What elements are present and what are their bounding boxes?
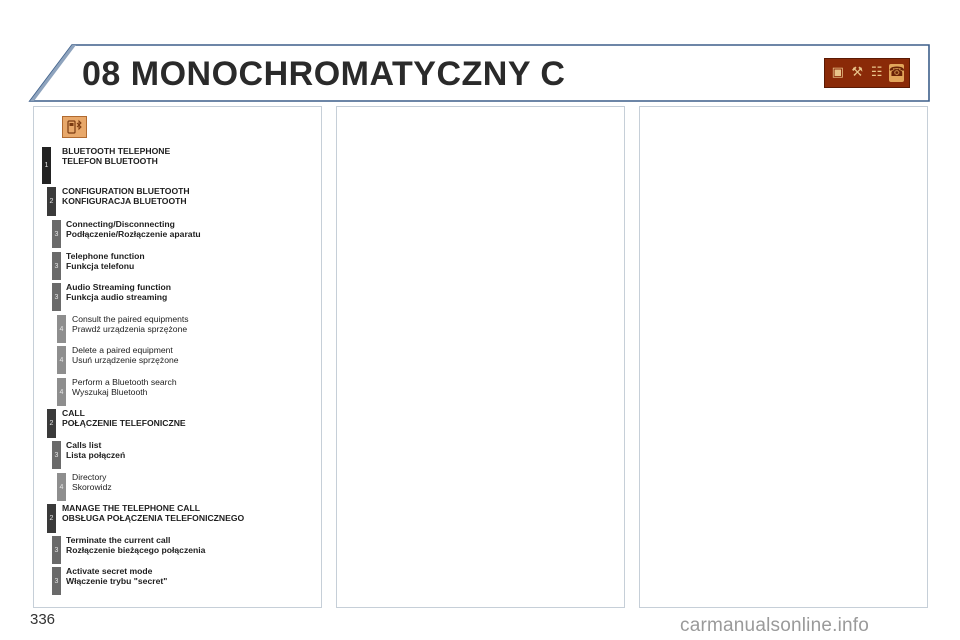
entry-label-pl: Prawdź urządzenia sprzężone [72,323,188,334]
level-badge: 3 [52,220,61,248]
phone-icon: ☎ [888,65,905,80]
level-badge: 2 [47,409,56,438]
entry-label-pl: Funkcja telefonu [66,260,135,271]
entry-label-pl: POŁĄCZENIE TELEFONICZNE [62,417,186,428]
entry-label-pl: Funkcja audio streaming [66,291,168,302]
entry-label-pl: Wyszukaj Bluetooth [72,386,148,397]
level-badge: 4 [57,378,66,406]
entry-label-pl: OBSŁUGA POŁĄCZENIA TELEFONICZNEGO [62,512,245,523]
blank-panel-right [639,106,928,608]
chapter-icon-strip [824,58,910,88]
entry-label-pl: Lista połączeń [66,449,126,460]
level-badge: 4 [57,346,66,374]
entry-label-en: Consult the paired equipments [72,314,189,324]
entry-label-en: Terminate the current call [66,535,171,545]
car-icon: ▣ [831,65,844,80]
entry-label-en: BLUETOOTH TELEPHONE [62,146,171,156]
entry-label-en: Connecting/Disconnecting [66,219,175,229]
entry-label-pl: Włączenie trybu "secret" [66,575,168,586]
navigation-icon: ☷ [870,65,883,80]
entry-label-pl: Skorowidz [72,481,112,492]
level-badge: 3 [52,441,61,469]
entry-label-pl: Podłączenie/Rozłączenie aparatu [66,228,201,239]
level-badge: 2 [47,187,56,216]
page-number: 336 [30,611,56,628]
entry-label-en: CALL [62,408,85,418]
entry-label-en: Calls list [66,440,102,450]
wrench-icon: ⚒ [851,65,864,80]
bluetooth-phone-icon [62,116,87,138]
level-badge: 3 [52,252,61,280]
entry-label-pl: TELEFON BLUETOOTH [62,155,158,166]
level-badge: 4 [57,473,66,501]
entry-label-en: MANAGE THE TELEPHONE CALL [62,503,200,513]
level-badge: 3 [52,283,61,311]
entry-label-en: Activate secret mode [66,566,153,576]
watermark: carmanualsonline.info [680,615,870,636]
level-badge: 2 [47,504,56,533]
entry-label-pl: Rozłączenie bieżącego połączenia [66,544,206,555]
entry-label-pl: KONFIGURACJA BLUETOOTH [62,195,187,206]
blank-panel-middle [336,106,625,608]
level-badge: 3 [52,536,61,564]
level-badge: 3 [52,567,61,595]
chapter-title: 08 MONOCHROMATYCZNY C [82,55,566,93]
entry-label-en: Directory [72,472,107,482]
entry-label-pl: Usuń urządzenie sprzężone [72,354,179,365]
entry-label-en: CONFIGURATION BLUETOOTH [62,186,190,196]
entry-label-en: Audio Streaming function [66,282,172,292]
entry-label-en: Telephone function [66,251,145,261]
entry-label-en: Delete a paired equipment [72,345,173,355]
level-badge: 4 [57,315,66,343]
entry-label-en: Perform a Bluetooth search [72,377,177,387]
level-badge: 1 [42,147,51,184]
